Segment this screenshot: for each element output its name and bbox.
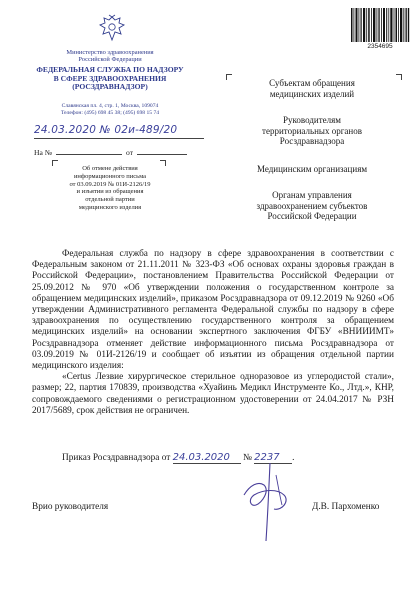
subject-line (60, 165, 160, 212)
coat-of-arms-icon (98, 14, 126, 44)
recipient-block (232, 78, 392, 99)
recipient-corner-tr (396, 74, 402, 80)
order-number: 2237 (254, 452, 292, 464)
recipient-block (232, 190, 392, 222)
body-paragraph: Федеральная служба по надзору в сфере здравоохранения в соответствии с Федеральным законом от 21.11.2011 № 323-ФЗ «Об основах охраны здоровья граждан в Российской Федерации», постановлением Правительства Российской Федерации от 25.09.2012 № 970 «Об утверждении положения о государственном контроле за обращением медицинских изделий», приказом Росздравнадзора от 09.12.2019 № 9260 «Об утверждении Административного регламента Федеральной службы по надзору в сфере здравоохранения по осуществлению государственного контроля за обращением медицинских изделий» на основании экспертного заключения ФГБУ «ВНИИИМТ» Росздравнадзора отменяет действие информационного письма Росздравнадзора от 03.09.2019 № 01И-2126/19 и сообщает об изъятии из обращения отдельной партии медицинского изделия: (32, 249, 394, 372)
handwritten-signature-icon (236, 455, 300, 545)
barcode-number: 2354695 (367, 43, 393, 50)
subject-text-line: от 03.09.2019 № 01И-2126/19 (69, 180, 151, 188)
recipient-block (232, 115, 392, 147)
subject-corner-tl (52, 160, 58, 166)
order-end: . (292, 453, 295, 463)
order-date: 24.03.2020 (173, 452, 241, 464)
ministry-name (30, 49, 190, 64)
body-paragraph: «Certus Лезвие хирургическое стерильное одноразовое из углеродистой стали», размер; 22, партия 170839, производства «Хуайинь Медикл Инструменте Ко., Лтд.», КНР, сопровождаемого сведениями о регистрационном удостоверении от 24.04.2017 № РЗН 2017/5689, срок действия не ограничен. (32, 372, 394, 416)
subject-corner-tr (160, 160, 166, 166)
order-label: Приказ Росздравнадзора от (62, 453, 171, 463)
recipient-line: медицинских изделий (269, 88, 355, 99)
subject-text-line: информационного письма (73, 172, 147, 180)
date-underline (34, 138, 204, 139)
no-label: На № (34, 148, 52, 157)
agency-address (30, 103, 190, 117)
signer-name: Д.В. Пархоменко (312, 502, 380, 512)
letter-body (32, 249, 394, 417)
ministry-line: Российской Федерации (78, 56, 142, 64)
subject-text-line: Об отмене действия (82, 165, 138, 172)
subject-text-line: медицинского изделия (78, 203, 142, 211)
recipient-line: здравоохранением субъектов (256, 200, 368, 211)
recipient-line: Субъектам обращения (269, 78, 355, 88)
recipient-line: Органам управления (272, 190, 352, 200)
address-line: Славянская пл. 4, стр. 1, Москва, 109074 (61, 103, 159, 109)
recipient-line: Росздравнадзора (279, 136, 345, 147)
signer-position: Врио руководителя (32, 502, 109, 512)
ministry-line: Министерство здравоохранения (66, 49, 154, 56)
no-blank (56, 154, 122, 155)
recipient-line: Российской Федерации (267, 211, 357, 222)
agency-line: В СФЕРЕ ЗДРАВООХРАНЕНИЯ (53, 73, 167, 83)
agency-line: ФЕДЕРАЛЬНАЯ СЛУЖБА ПО НАДЗОРУ (36, 65, 184, 74)
subject-text-line: отдельной партии (85, 196, 135, 204)
barcode-icon (350, 8, 410, 42)
recipient-line: территориальных органов (262, 125, 362, 136)
recipient-line: Медицинским организациям (256, 164, 368, 174)
handwritten-date-number: 24.03.2020 № 02и-489/20 (34, 124, 178, 136)
subject-text-line: и изъятии из обращения (76, 188, 144, 196)
recipient-block (232, 164, 392, 175)
from-blank (137, 154, 187, 155)
address-line: Телефон: (495) 698 45 38; (495) 698 15 74 (60, 110, 160, 116)
reply-reference (34, 148, 191, 157)
from-label: от (126, 148, 134, 157)
agency-line: (РОСЗДРАВНАДЗОР) (72, 82, 148, 92)
recipient-line: Руководителям (283, 115, 341, 125)
order-no-label: № (242, 453, 252, 463)
agency-name (28, 66, 192, 92)
